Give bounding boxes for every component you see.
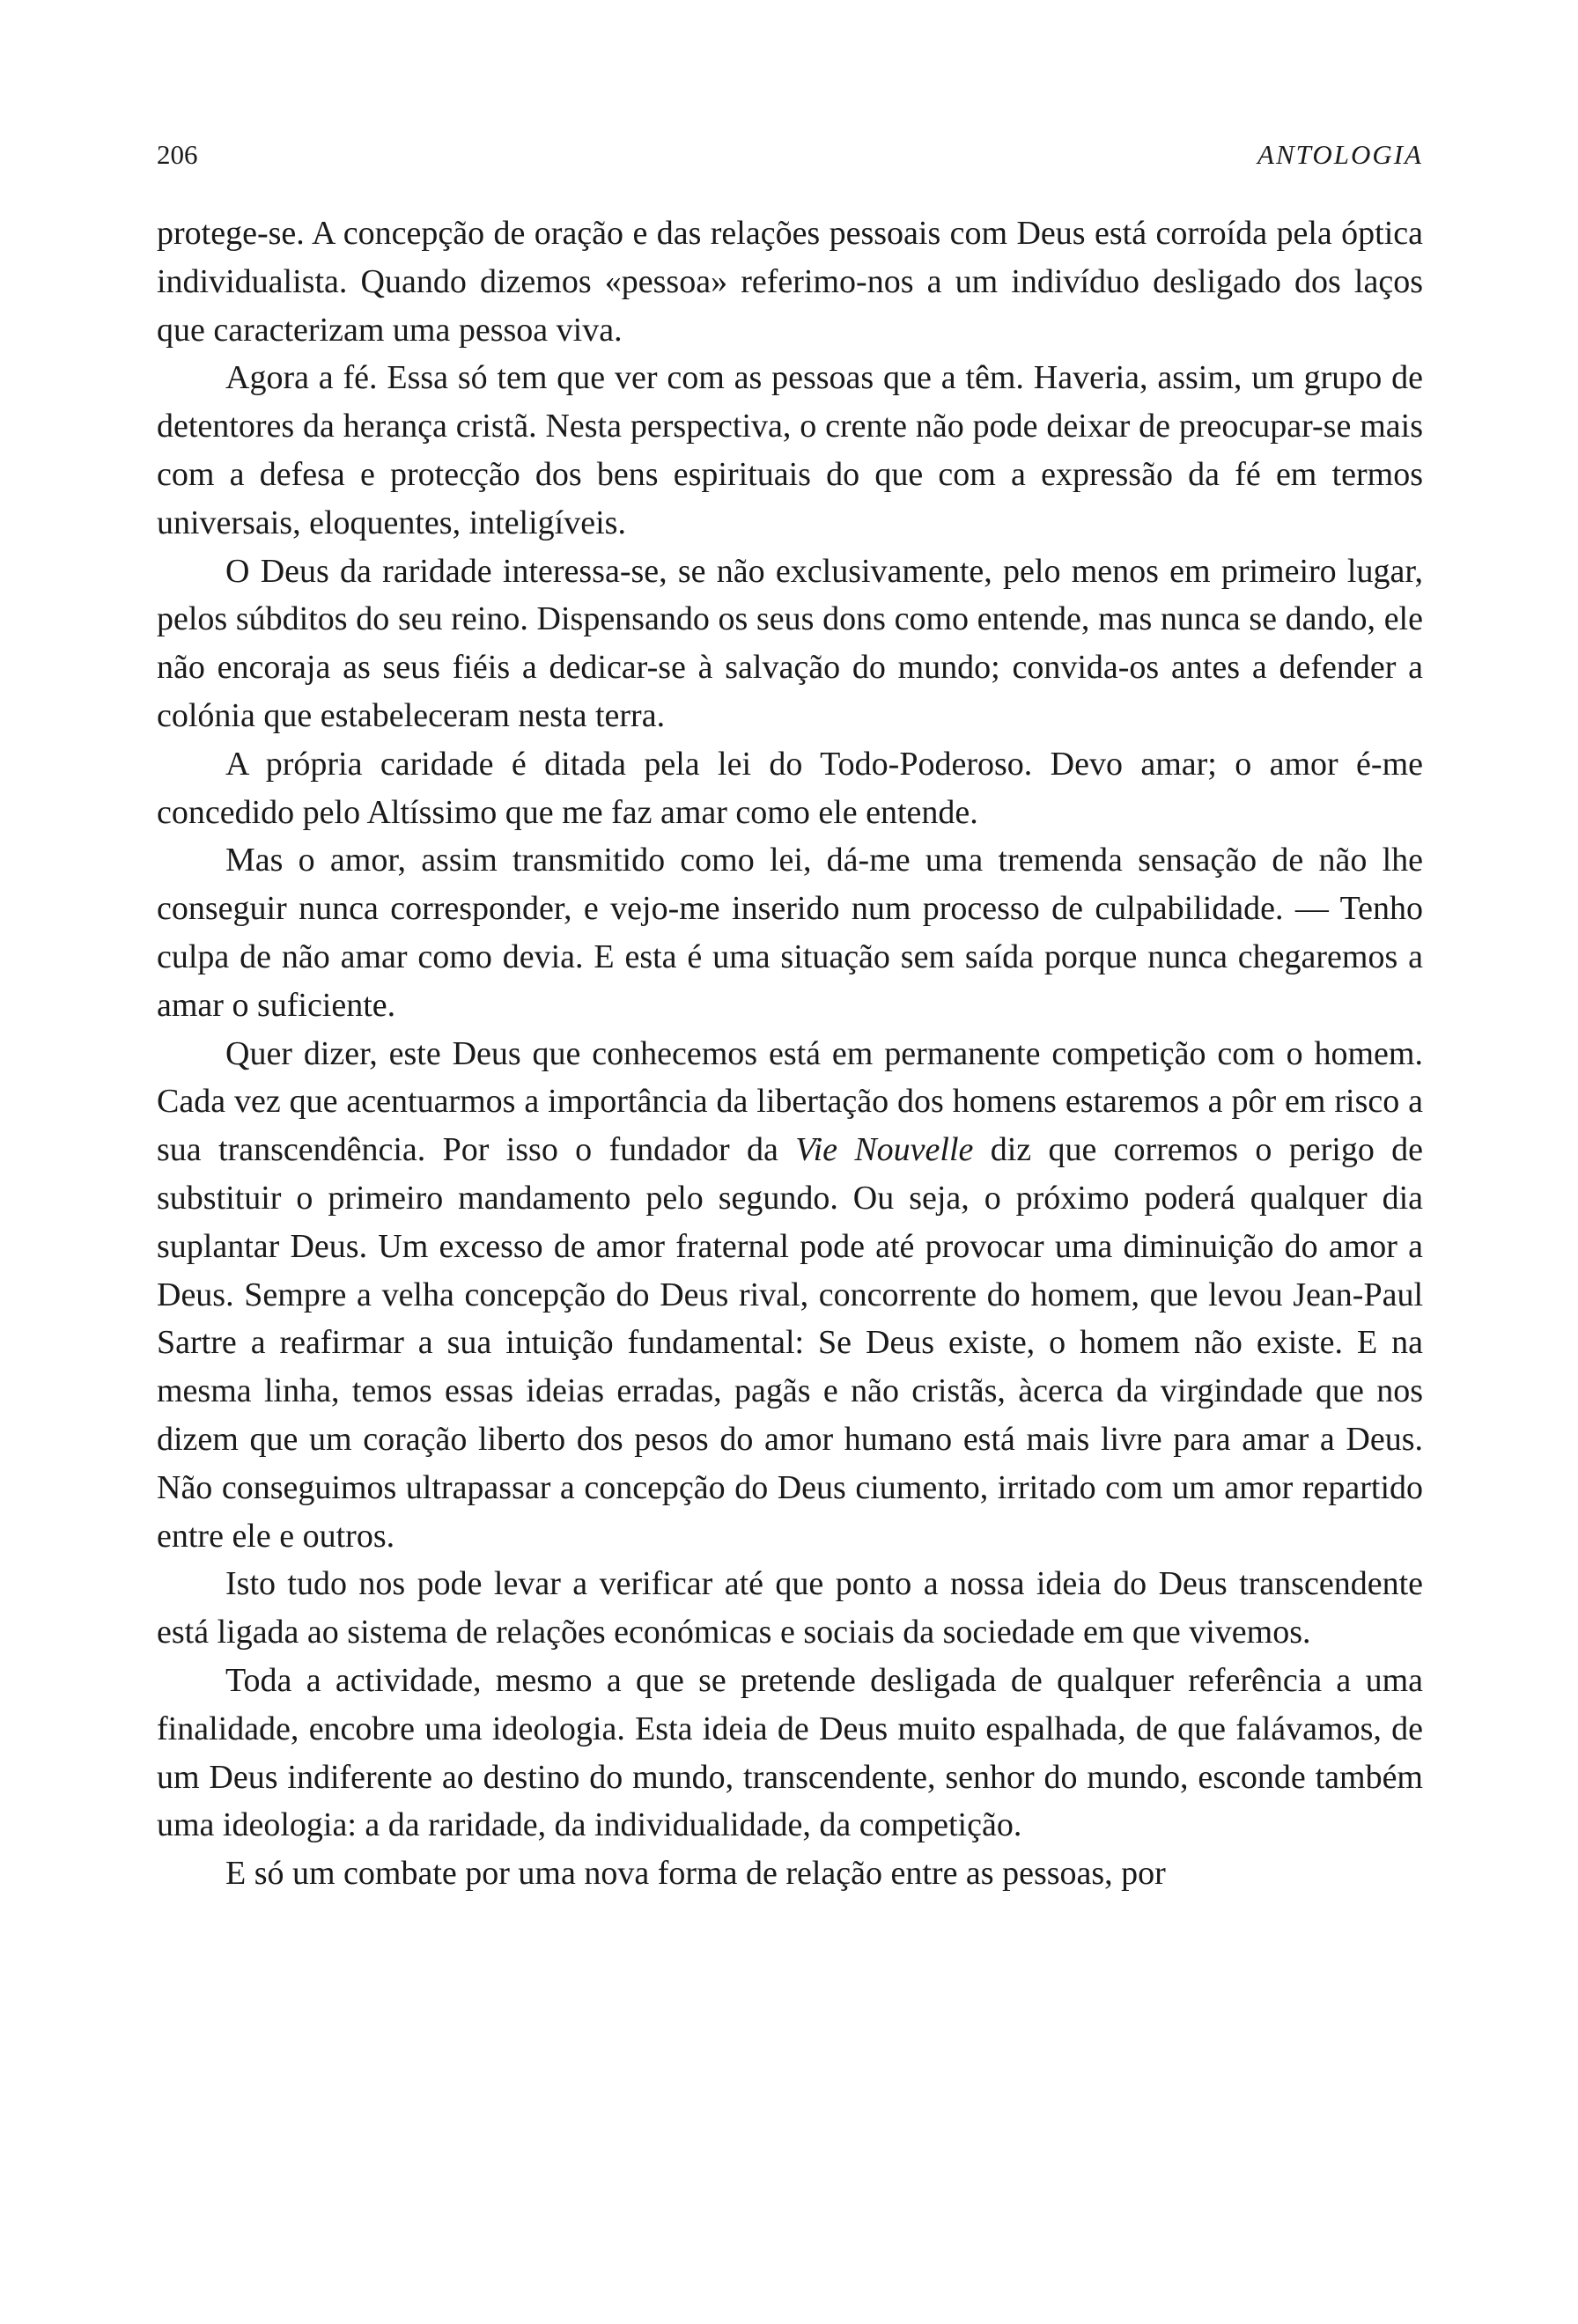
body-text (157, 210, 1423, 1898)
running-title: ANTOLOGIA (1257, 139, 1423, 170)
paragraph-7: Isto tudo nos pode levar a verificar até que ponto a nossa ideia do Deus transcendente está ligada ao sistema de relações económicas e sociais da sociedade em que vivemos. (157, 1565, 1423, 1651)
italic-title-vie-nouvelle: Vie Nouvelle (795, 1131, 974, 1169)
paragraph-5: Mas o amor, assim transmitido como lei, dá-me uma tremenda sensação de não lhe conseguir nunca corresponder, e vejo-me inserido num processo de culpabilidade. — Tenho culpa de não amar como devia. E esta é uma situação sem saída porque nunca chegaremos a amar o suficiente. (157, 842, 1423, 1024)
paragraph-4: A própria caridade é ditada pela lei do Todo-Poderoso. Devo amar; o amor é-me concedido pelo Altíssimo que me faz amar como ele entende. (157, 745, 1423, 831)
paragraph-9: E só um combate por uma nova forma de relação entre as pessoas, por (225, 1855, 1166, 1893)
paragraph-1: protege-se. A concepção de oração e das relações pessoais com Deus está corroída pela óptica individualista. Quando dizemos «pessoa» referimo-nos a um indivíduo desligado dos laços que caracterizam uma pessoa viva. (157, 215, 1423, 349)
book-page (157, 132, 1423, 1898)
paragraph-3: O Deus da raridade interessa-se, se não exclusivamente, pelo menos em primeiro lugar, pelos súbditos do seu reino. Dispensando os seus dons como entende, mas nunca se dando, ele não encoraja as seus fiéis a dedicar-se à salvação do mundo; convida-os antes a defender a colónia que estabeleceram nesta terra. (157, 552, 1423, 734)
paragraph-6 (157, 1030, 1423, 1561)
paragraph-6-text-before: Quer dizer, este Deus que conhecemos está em permanente competição com o homem. Cada vez que acentuarmos a importância da libertação dos homens estaremos a pôr em risco a sua transcendência. Por isso o fundador da (157, 1034, 1423, 1169)
paragraph-2: Agora a fé. Essa só tem que ver com as pessoas que a têm. Haveria, assim, um grupo de detentores da herança cristã. Nesta perspectiva, o crente não pode deixar de preocupar-se mais com a defesa e protecção dos bens espirituais do que com a expressão da fé em termos universais, eloquentes, inteligíveis. (157, 359, 1423, 541)
running-head (157, 132, 1423, 185)
page-number: 206 (157, 139, 198, 170)
paragraph-8: Toda a actividade, mesmo a que se pretende desligada de qualquer referência a uma finalidade, encobre uma ideologia. Esta ideia de Deus muito espalhada, de que falávamos, de um Deus indiferente ao destino do mundo, transcendente, senhor do mundo, esconde também uma ideologia: a da raridade, da individualidade, da competição. (157, 1661, 1423, 1844)
paragraph-6-text-after: diz que corremos o perigo de substituir o primeiro mandamento pelo segundo. Ou seja, o próximo poderá qualquer dia suplantar Deus. Um excesso de amor fraternal pode até provocar uma diminuição do amor a Deus. Sempre a velha concepção do Deus rival, concorrente do homem, que levou Jean-Paul Sartre a reafirmar a sua intuição fundamental: Se Deus existe, o homem não existe. E na mesma linha, temos essas ideias erradas, pagãs e não cristãs, àcerca da virgindade que nos dizem que um coração liberto dos pesos do amor humano está mais livre para amar a Deus. Não conseguimos ultrapassar a concepção do Deus ciumento, irritado com um amor repartido entre ele e outros. (157, 1131, 1424, 1555)
